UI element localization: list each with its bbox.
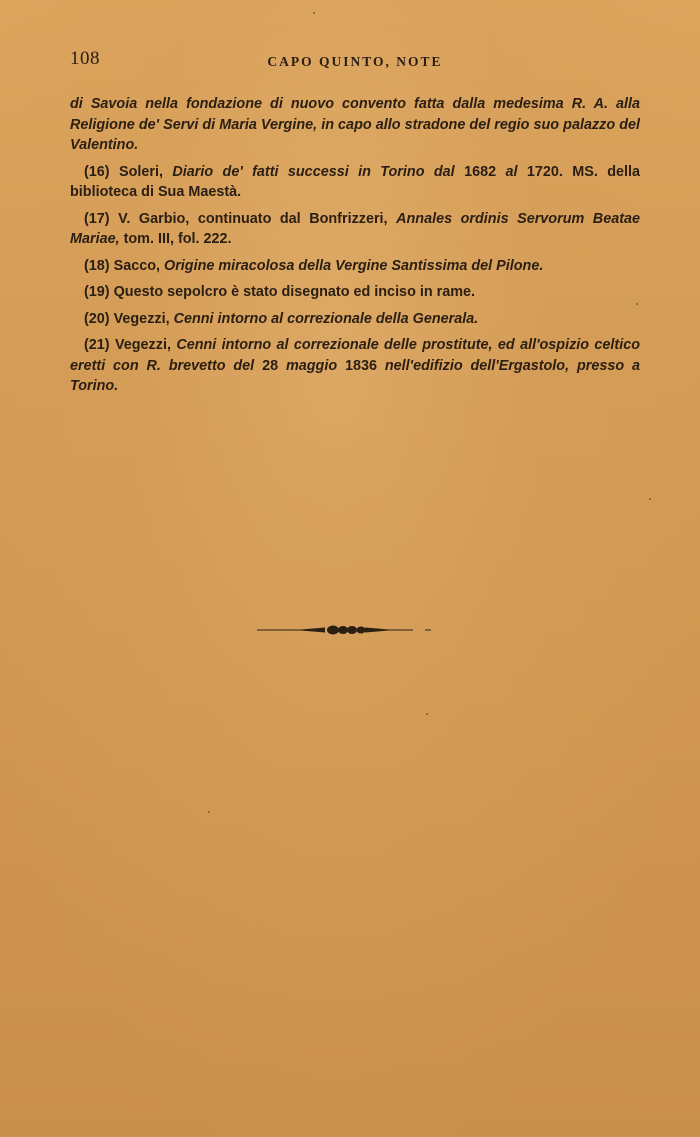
note-text-segment: 1682 [464, 163, 506, 180]
note-16 [70, 162, 640, 203]
paper-speck [649, 498, 651, 500]
note-18 [70, 256, 640, 277]
note-text-segment: 28 [262, 357, 286, 374]
note-21 [70, 335, 640, 397]
note-text-segment: (18) Sacco, [84, 257, 164, 274]
paper-speck [426, 713, 428, 715]
note-text-segment: Cenni intorno al correzionale della Generala. [173, 310, 479, 327]
page-header [70, 48, 640, 78]
note-text-segment: (17) V. Garbio, continuato dal Bonfrizzeri, [84, 210, 397, 227]
note-text-segment: tom. III, fol. 222. [123, 231, 232, 247]
note-text-segment: Annales ordinis Servorum Beatae Mariae, [70, 210, 641, 247]
note-17 [70, 209, 640, 250]
note-text-segment: nell'edifizio dell'Ergastolo, presso a Torino. [70, 357, 641, 394]
paper-speck [208, 811, 210, 813]
running-head: CAPO QUINTO, NOTE [267, 54, 443, 69]
note-text-segment: 1836 [344, 357, 385, 374]
note-19 [70, 282, 640, 303]
footnotes [70, 94, 640, 403]
paper-speck [636, 303, 638, 305]
note-text-segment: Cenni intorno al correzionale delle prostitute, ed all'ospizio celtico eretti con R. brevetto del [70, 337, 641, 374]
note-text-segment: al [505, 163, 527, 180]
note-text-segment: (21) Vegezzi, [84, 337, 177, 353]
note-text-segment: maggio [285, 357, 345, 374]
paper-speck [313, 12, 315, 14]
tailpiece-ornament-icon [255, 622, 435, 638]
note-text-segment: 1720. MS. della biblioteca di Sua Maestà. [70, 163, 641, 200]
note-text-segment: Diario de' fatti successi in Torino dal [172, 163, 465, 180]
page-number: 108 [70, 48, 100, 69]
note-text-segment: (19) Questo sepolcro è stato disegnato ed inciso in rame. [84, 284, 476, 300]
note-20 [70, 309, 640, 330]
note-text-segment: (16) Soleri, [84, 163, 173, 180]
note-text-segment: Origine miracolosa della Vergine Santissima del Pilone. [164, 257, 544, 274]
note-text-segment: (20) Vegezzi, [84, 310, 174, 327]
note-text-segment: di Savoia nella fondazione di nuovo convento fatta dalla medesima R. A. alla Religione de' Servi di Maria Vergine, in capo allo stradone del regio suo palazzo del Valentino. [70, 96, 640, 153]
note-continuation [70, 94, 640, 156]
